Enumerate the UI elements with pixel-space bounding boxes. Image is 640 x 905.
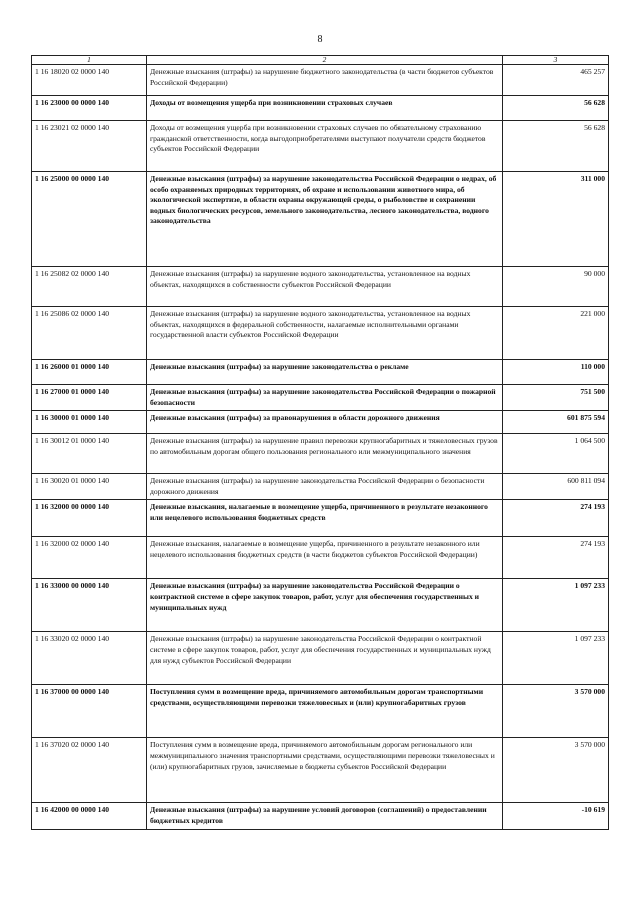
column-header-2: 2 bbox=[147, 56, 503, 65]
revenue-name-cell: Доходы от возмещения ущерба при возникновении страховых случаев bbox=[147, 96, 503, 121]
budget-code-cell: 1 16 23000 00 0000 140 bbox=[32, 96, 147, 121]
budget-code-cell: 1 16 30000 01 0000 140 bbox=[32, 411, 147, 434]
revenue-name-cell: Денежные взыскания (штрафы) за нарушение водного законодательства, установленное на водных объектах, находящихся в федеральной собственности, налагаемые исполнительными органами государственной власти субъектов Российской Федерации bbox=[147, 307, 503, 360]
budget-code-cell: 1 16 37000 00 0000 140 bbox=[32, 685, 147, 738]
column-header-1: 1 bbox=[32, 56, 147, 65]
table-row bbox=[32, 579, 609, 632]
table-row bbox=[32, 411, 609, 434]
revenue-name-cell: Денежные взыскания (штрафы) за нарушение законодательства Российской Федерации о контрактной системе в сфере закупок товаров, работ, услуг для обеспечения государственных и муниципальных нужд для нужд субъектов Российской Федерации bbox=[147, 632, 503, 685]
table-row bbox=[32, 434, 609, 474]
amount-cell: 221 000 bbox=[503, 307, 609, 360]
table-row bbox=[32, 96, 609, 121]
revenue-name-cell: Денежные взыскания (штрафы) за правонарушения в области дорожного движения bbox=[147, 411, 503, 434]
budget-code-cell: 1 16 30012 01 0000 140 bbox=[32, 434, 147, 474]
revenue-name-cell: Денежные взыскания, налагаемые в возмещение ущерба, причиненного в результате незаконного или нецелевого использования бюджетных средств (в части бюджетов субъектов Российской Федерации) bbox=[147, 537, 503, 579]
table-body bbox=[32, 65, 609, 830]
amount-cell: 274 193 bbox=[503, 537, 609, 579]
budget-code-cell: 1 16 25000 00 0000 140 bbox=[32, 172, 147, 267]
page-number: 8 bbox=[317, 34, 323, 45]
budget-code-cell: 1 16 37020 02 0000 140 bbox=[32, 738, 147, 803]
budget-code-cell: 1 16 26000 01 0000 140 bbox=[32, 360, 147, 385]
revenue-name-cell: Денежные взыскания (штрафы) за нарушение законодательства Российской Федерации о безопасности дорожного движения bbox=[147, 474, 503, 500]
budget-code-cell: 1 16 27000 01 0000 140 bbox=[32, 385, 147, 411]
table-row bbox=[32, 267, 609, 307]
budget-code-cell: 1 16 33000 00 0000 140 bbox=[32, 579, 147, 632]
amount-cell: -10 619 bbox=[503, 803, 609, 830]
amount-cell: 601 875 594 bbox=[503, 411, 609, 434]
table-row bbox=[32, 385, 609, 411]
revenue-name-cell: Денежные взыскания (штрафы) за нарушение законодательства о рекламе bbox=[147, 360, 503, 385]
amount-cell: 465 257 bbox=[503, 65, 609, 96]
table-row bbox=[32, 500, 609, 537]
revenue-name-cell: Денежные взыскания (штрафы) за нарушение законодательства Российской Федерации о контрактной системе в сфере закупок товаров, работ, услуг для обеспечения государственных и муниципальных нужд bbox=[147, 579, 503, 632]
revenue-name-cell: Денежные взыскания (штрафы) за нарушение законодательства Российской Федерации о недрах, об особо охраняемых природных территориях, об охране и использовании животного мира, об экологической экспертизе, в области охраны окружающей среды, о рыболовстве и сохранении водных биологических ресурсов, земельного законодательства, лесного законодательства, водного законодательства bbox=[147, 172, 503, 267]
amount-cell: 311 000 bbox=[503, 172, 609, 267]
revenue-name-cell: Денежные взыскания (штрафы) за нарушение правил перевозки крупногабаритных и тяжеловесных грузов по автомобильным дорогам общего пользования регионального или межмуниципального значения bbox=[147, 434, 503, 474]
table-row bbox=[32, 307, 609, 360]
amount-cell: 1 097 233 bbox=[503, 579, 609, 632]
table-row bbox=[32, 121, 609, 172]
table-row bbox=[32, 65, 609, 96]
budget-code-cell: 1 16 42000 00 0000 140 bbox=[32, 803, 147, 830]
table-row bbox=[32, 738, 609, 803]
budget-code-cell: 1 16 32000 00 0000 140 bbox=[32, 500, 147, 537]
amount-cell: 1 064 500 bbox=[503, 434, 609, 474]
revenue-name-cell: Денежные взыскания (штрафы) за нарушение законодательства Российской Федерации о пожарной безопасности bbox=[147, 385, 503, 411]
amount-cell: 56 628 bbox=[503, 96, 609, 121]
table-row bbox=[32, 474, 609, 500]
budget-code-cell: 1 16 30020 01 0000 140 bbox=[32, 474, 147, 500]
amount-cell: 1 097 233 bbox=[503, 632, 609, 685]
budget-code-cell: 1 16 23021 02 0000 140 bbox=[32, 121, 147, 172]
table-row bbox=[32, 803, 609, 830]
amount-cell: 3 570 000 bbox=[503, 685, 609, 738]
budget-code-cell: 1 16 25082 02 0000 140 bbox=[32, 267, 147, 307]
budget-code-cell: 1 16 32000 02 0000 140 bbox=[32, 537, 147, 579]
table-row bbox=[32, 172, 609, 267]
column-header-3: 3 bbox=[503, 56, 609, 65]
budget-code-cell: 1 16 33020 02 0000 140 bbox=[32, 632, 147, 685]
amount-cell: 751 500 bbox=[503, 385, 609, 411]
revenue-name-cell: Денежные взыскания (штрафы) за нарушение условий договоров (соглашений) о предоставлении бюджетных кредитов bbox=[147, 803, 503, 830]
table-row bbox=[32, 360, 609, 385]
amount-cell: 3 570 000 bbox=[503, 738, 609, 803]
table-row bbox=[32, 632, 609, 685]
revenue-name-cell: Доходы от возмещения ущерба при возникновении страховых случаев по обязательному страхованию гражданской ответственности, когда выгодоприобретателями выступают получатели средств бюджетов субъектов Российской Федерации bbox=[147, 121, 503, 172]
budget-code-cell: 1 16 25086 02 0000 140 bbox=[32, 307, 147, 360]
revenue-name-cell: Денежные взыскания (штрафы) за нарушение водного законодательства, установленное на водных объектах, находящихся в собственности субъектов Российской Федерации bbox=[147, 267, 503, 307]
amount-cell: 56 628 bbox=[503, 121, 609, 172]
amount-cell: 110 000 bbox=[503, 360, 609, 385]
revenue-name-cell: Денежные взыскания, налагаемые в возмещение ущерба, причиненного в результате незаконного или нецелевого использования бюджетных средств bbox=[147, 500, 503, 537]
amount-cell: 90 000 bbox=[503, 267, 609, 307]
table-header-row bbox=[32, 56, 609, 65]
table-row bbox=[32, 685, 609, 738]
revenue-name-cell: Денежные взыскания (штрафы) за нарушение бюджетного законодательства (в части бюджетов субъектов Российской Федерации) bbox=[147, 65, 503, 96]
amount-cell: 600 811 094 bbox=[503, 474, 609, 500]
budget-code-cell: 1 16 18020 02 0000 140 bbox=[32, 65, 147, 96]
table-row bbox=[32, 537, 609, 579]
amount-cell: 274 193 bbox=[503, 500, 609, 537]
revenue-name-cell: Поступления сумм в возмещение вреда, причиняемого автомобильным дорогам регионального или межмуниципального значения транспортными средствами, осуществляющими перевозки тяжеловесных и (или) крупногабаритных грузов, зачисляемые в бюджеты субъектов Российской Федерации bbox=[147, 738, 503, 803]
revenue-name-cell: Поступления сумм в возмещение вреда, причиняемого автомобильным дорогам транспортными средствами, осуществляющими перевозки тяжеловесных и (или) крупногабаритных грузов bbox=[147, 685, 503, 738]
revenue-table bbox=[31, 55, 609, 830]
